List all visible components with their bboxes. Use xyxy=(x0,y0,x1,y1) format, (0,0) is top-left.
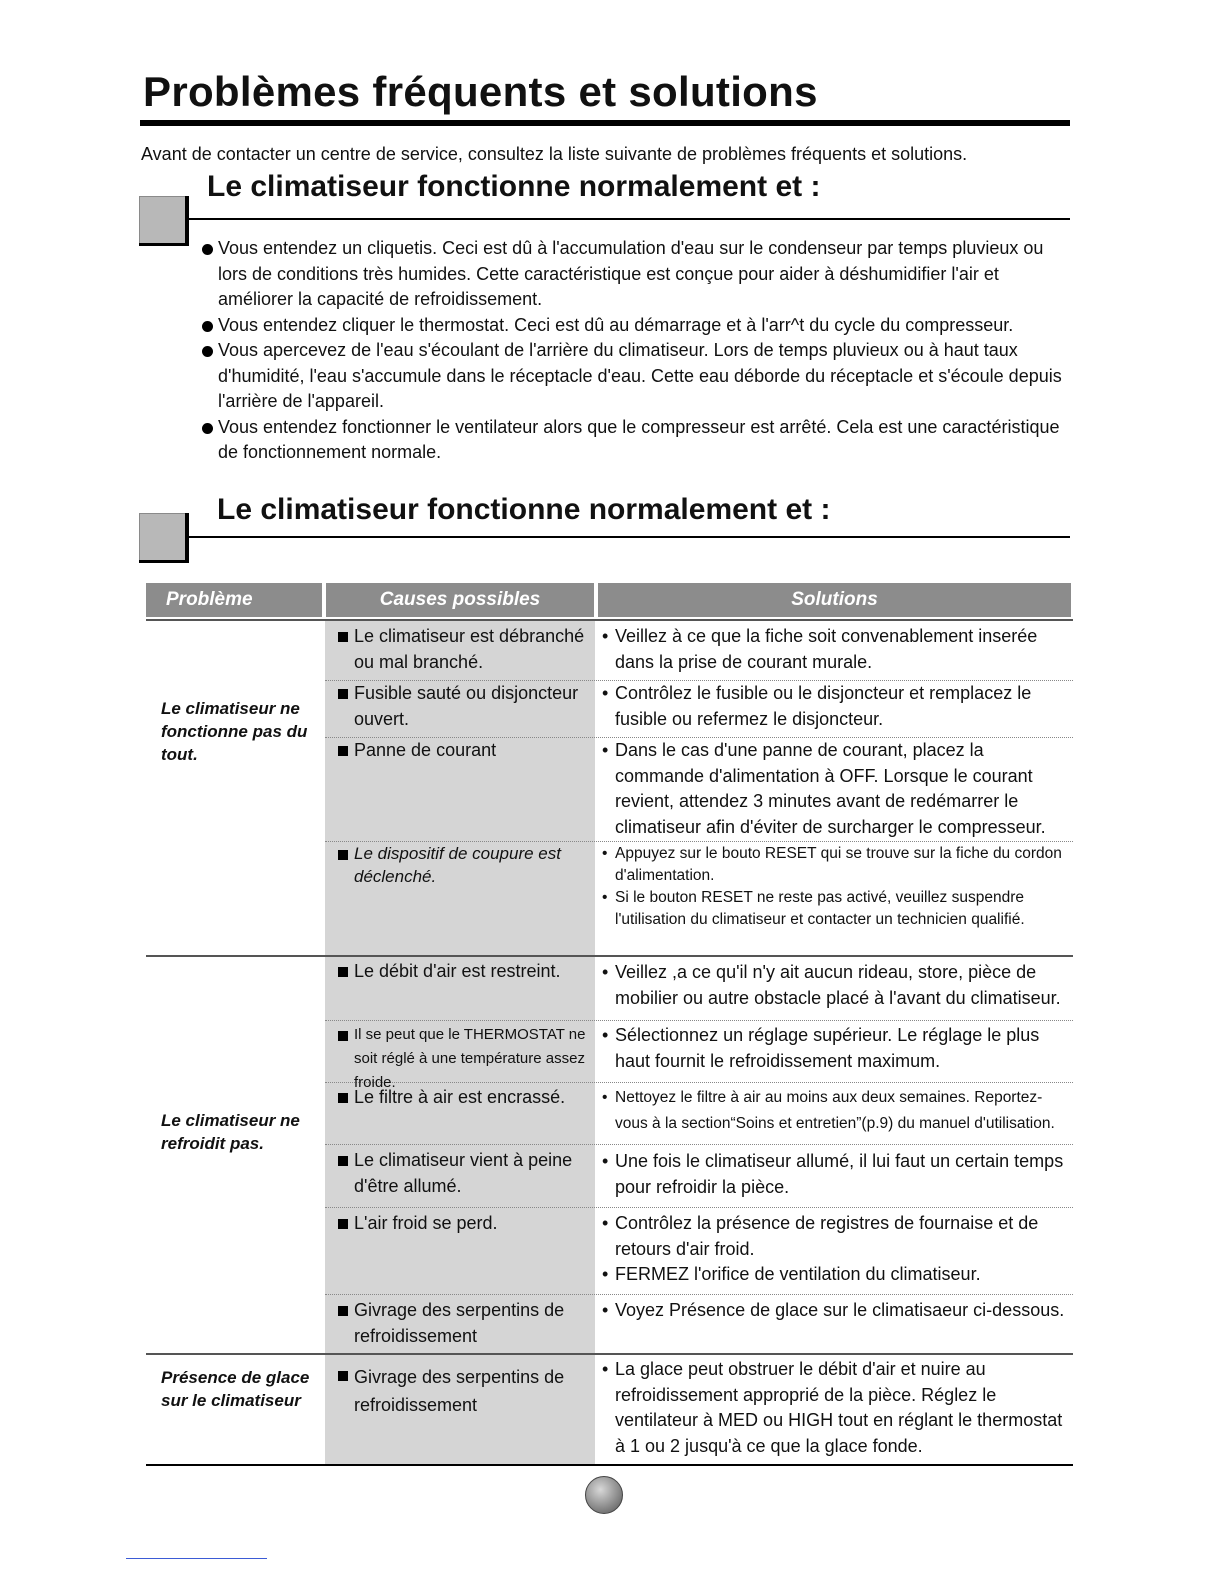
cause-item: Il se peut que le THERMOSTAT ne soit réglé à une température assez froide. xyxy=(336,1023,586,1095)
bullet-icon xyxy=(202,244,213,255)
solution-item: • Nettoyez le filtre à air au moins aux deux semaines. Reportez-vous à la section“Soins et entretien”(p.9) du manuel d'utilisation. xyxy=(601,1085,1066,1137)
list-item: Vous entendez cliquer le thermostat. Ceci est dû au démarrage et à l'arr^t du cycle du compresseur. xyxy=(200,313,1070,339)
square-bullet-icon xyxy=(338,1093,348,1103)
header-solutions: Solutions xyxy=(598,583,1071,617)
page-title: Problèmes fréquents et solutions xyxy=(143,68,818,115)
bullet-icon: • xyxy=(602,1213,609,1233)
sub-divider xyxy=(325,1144,1073,1145)
sub-divider xyxy=(325,1294,1073,1295)
bullet-icon: • xyxy=(602,889,608,906)
bullet-icon: • xyxy=(602,845,608,862)
square-bullet-icon xyxy=(338,632,348,642)
page-marker-icon xyxy=(585,1476,623,1514)
section-marker-box xyxy=(139,196,187,244)
bullet-icon: • xyxy=(602,1151,609,1171)
square-bullet-icon xyxy=(338,1371,348,1381)
cause-item: Givrage des serpentins de refroidissement xyxy=(336,1298,586,1349)
list-item: Vous entendez fonctionner le ventilateur alors que le compresseur est arrêté. Cela est une caractéristique de fonctionnement normale. xyxy=(200,415,1070,466)
bullet-icon xyxy=(202,346,213,357)
solution-item: • Voyez Présence de glace sur le climatisaeur ci-dessous. xyxy=(601,1298,1066,1324)
cause-item: Le débit d'air est restreint. xyxy=(336,959,586,985)
bullet-icon: • xyxy=(602,1359,609,1379)
bullet-icon xyxy=(202,321,213,332)
solution-item: • Contrôlez la présence de registres de fournaise et de retours d'air froid. • FERMEZ l'orifice de ventilation du climatiseur. xyxy=(601,1211,1066,1288)
cause-item: Fusible sauté ou disjoncteur ouvert. xyxy=(336,681,586,732)
square-bullet-icon xyxy=(338,1031,348,1041)
cause-item: Le dispositif de coupure est déclenché. xyxy=(336,842,586,888)
square-bullet-icon xyxy=(338,1219,348,1229)
section-heading: Le climatiseur fonctionne normalement et : xyxy=(207,170,821,203)
cause-item: Le climatiseur est débranché ou mal branché. xyxy=(336,624,586,675)
footer-line xyxy=(126,1558,267,1559)
bullet-icon: • xyxy=(602,740,609,760)
cause-item: Le climatiseur vient à peine d'être allumé. xyxy=(336,1148,586,1199)
bullet-icon: • xyxy=(602,1300,609,1320)
square-bullet-icon xyxy=(338,967,348,977)
solution-item: • Une fois le climatiseur allumé, il lui faut un certain temps pour refroidir la pièce. xyxy=(602,1151,1064,1197)
square-bullet-icon xyxy=(338,1306,348,1316)
header-causes: Causes possibles xyxy=(326,583,594,617)
solution-item: • Sélectionnez un réglage supérieur. Le réglage le plus haut fournit le refroidissement maximum. xyxy=(602,1025,1040,1071)
title-rule xyxy=(140,120,1070,126)
solution-item: • Contrôlez le fusible ou le disjoncteur et remplacez le fusible ou refermez le disjoncteur. xyxy=(602,683,1032,729)
bullet-icon: • xyxy=(602,1264,609,1284)
solution-item: • Veillez à ce que la fiche soit convenablement inserée dans la prise de courant murale. xyxy=(602,626,1038,672)
table-bottom-rule xyxy=(146,1464,1073,1466)
bullet-icon: • xyxy=(602,683,609,703)
cause-item: Le filtre à air est encrassé. xyxy=(336,1085,586,1111)
square-bullet-icon xyxy=(338,850,348,860)
intro-text: Avant de contacter un centre de service, consultez la liste suivante de problèmes fréquents et solutions. xyxy=(141,144,968,164)
section-marker-foot xyxy=(139,243,189,246)
bullet-icon: • xyxy=(602,1089,608,1106)
cause-item: Givrage des serpentins de refroidissement xyxy=(336,1363,586,1419)
row-divider xyxy=(146,955,1073,957)
row-divider xyxy=(146,1353,1073,1355)
section-marker-line xyxy=(185,196,189,246)
section-heading-rule xyxy=(185,218,1070,220)
square-bullet-icon xyxy=(338,689,348,699)
sub-divider xyxy=(325,1207,1073,1208)
section-marker-box xyxy=(139,513,187,561)
square-bullet-icon xyxy=(338,1156,348,1166)
solution-item: • Dans le cas d'une panne de courant, placez la commande d'alimentation à OFF. Lorsque le courant revient, attendez 3 minutes avant de redémarrer le climatiseur afin d'éviter de surcharger le compresseur. xyxy=(602,740,1046,837)
solution-item: • La glace peut obstruer le débit d'air et nuire au refroidissement approprié de la pièce. Réglez le ventilateur à MED ou HIGH tout en réglant le thermostat à 1 ou 2 jusqu'à ce que la glace fonde. xyxy=(602,1359,1063,1456)
cause-item: Panne de courant xyxy=(336,738,586,764)
list-item: Vous apercevez de l'eau s'écoulant de l'arrière du climatiseur. Lors de temps pluvieux ou à haut taux d'humidité, l'eau s'accumule dans le réceptacle d'eau. Cette eau déborde du réceptacle et s'écoule depuis l'arrière de l'appareil. xyxy=(200,338,1070,415)
row-divider xyxy=(146,619,1073,621)
bullet-icon: • xyxy=(602,1025,609,1045)
cause-item: L'air froid se perd. xyxy=(336,1211,586,1237)
problem-label: Le climatiseur ne fonctionne pas du tout. xyxy=(161,699,308,764)
bullet-icon xyxy=(202,423,213,434)
section-marker-line xyxy=(185,513,189,563)
section-marker-foot xyxy=(139,560,189,563)
normal-operation-notes xyxy=(200,236,1070,466)
list-item: Vous entendez un cliquetis. Ceci est dû à l'accumulation d'eau sur le condenseur par temps pluvieux ou lors de conditions très humides. Cette caractéristique est conçue pour aider à déshumidifier l'air et améliorer la capacité de refroidissement. xyxy=(200,236,1070,313)
solution-item: • Veillez ,a ce qu'il n'y ait aucun rideau, store, pièce de mobilier ou autre obstacle placé à l'avant du climatiseur. xyxy=(602,962,1061,1008)
section-heading: Le climatiseur fonctionne normalement et : xyxy=(217,493,831,526)
bullet-icon: • xyxy=(602,962,609,982)
bullet-icon: • xyxy=(602,626,609,646)
square-bullet-icon xyxy=(338,746,348,756)
problem-label: Présence de glace sur le climatiseur xyxy=(161,1368,310,1410)
sub-divider xyxy=(325,1020,1073,1021)
solution-item: • Appuyez sur le bouto RESET qui se trouve sur la fiche du cordon d'alimentation. • Si le bouton RESET ne reste pas activé, veuillez suspendre l'utilisation du climatiseur et contacter un technicien qualifié. xyxy=(602,845,1062,928)
header-problem: Problème xyxy=(146,583,322,617)
section-heading-rule xyxy=(185,536,1070,538)
problem-label: Le climatiseur ne refroidit pas. xyxy=(161,1111,300,1153)
